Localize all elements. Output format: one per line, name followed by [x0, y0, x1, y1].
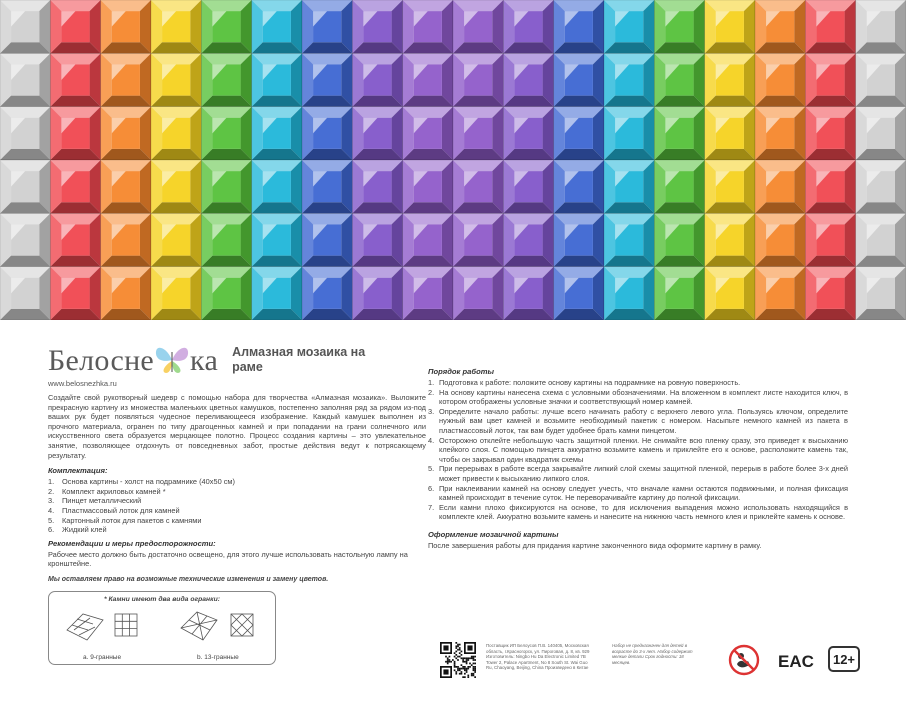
qr-module — [474, 669, 476, 671]
kit-list-item — [48, 477, 426, 487]
kit-item-text: Комплект акриловых камней * — [62, 486, 166, 496]
gem-types-title: * Камни имеют два вида огранки: — [103, 595, 221, 603]
qr-module — [461, 673, 463, 675]
qr-module — [457, 669, 459, 671]
step-number: 5. — [428, 464, 435, 474]
qr-module — [474, 663, 476, 665]
supplier-address: Поставщик ИП Белоусов П.В. 140405, Московская область, г.Красногорск, ул. Пироговая, д. 8, кв. 929 Изготовитель: Ningbo Hu Da Electronic Limited 7B Tower 2, Palace Apartment, No 8 South St. Wai Guo Ru, Chaoyang, Beijing, China Произведено в Китае — [486, 643, 590, 671]
work-step-item — [428, 407, 848, 436]
not-for-children-icon — [728, 644, 760, 676]
work-step-item — [428, 464, 848, 483]
qr-module — [455, 645, 457, 647]
kit-item-number: 1. — [48, 477, 55, 487]
kit-list-item — [48, 516, 426, 526]
work-steps-list — [428, 378, 848, 522]
kit-item-number: 5. — [48, 515, 55, 525]
right-column — [428, 364, 848, 551]
qr-module — [464, 668, 466, 670]
qr-module — [466, 671, 468, 673]
finishing-heading: Оформление мозаичной картины — [428, 529, 559, 539]
qr-module — [471, 657, 473, 659]
nine-facet-caption: a. 9-гранные — [83, 653, 122, 661]
qr-module — [464, 661, 466, 663]
qr-module — [474, 668, 476, 670]
step-number: 7. — [428, 502, 435, 512]
qr-module — [466, 659, 468, 661]
step-text: Осторожно отклейте небольшую часть защитной пленки. Не снимайте всю пленку сразу, это приведет к высыханию клейкого слоя. С помощью пинцета аккуратно возьмите камень и приклейте его к основе, расположите камень так, чтобы он закрывал один квадратик схемы — [439, 435, 848, 464]
qr-module — [462, 676, 464, 678]
kit-list-item — [48, 487, 426, 497]
work-step-item — [428, 484, 848, 503]
disclaimer-text: Мы оставляем право на возможные технические изменения и замену цветов. — [48, 575, 329, 583]
qr-module — [461, 668, 463, 670]
qr-module — [471, 664, 473, 666]
qr-module — [462, 657, 464, 659]
qr-module — [445, 661, 447, 663]
qr-module — [455, 657, 457, 659]
brand-header — [48, 330, 426, 376]
qr-module — [459, 656, 461, 658]
qr-module — [455, 647, 457, 649]
qr-module — [461, 657, 463, 659]
qr-module — [474, 666, 476, 668]
nine-facet-gem-icon — [63, 606, 143, 650]
age-rating-badge: 12+ — [828, 646, 860, 672]
qr-module — [455, 654, 457, 656]
qr-module — [474, 671, 476, 673]
qr-module — [443, 645, 448, 650]
safety-text: Рабочее место должно быть достаточно освещено, для этого лучше использовать настольную лампу на кронштейне. — [48, 549, 408, 569]
work-step-item — [428, 388, 848, 407]
qr-module — [450, 661, 452, 663]
qr-module — [467, 676, 469, 678]
qr-module — [455, 642, 457, 644]
qr-module — [473, 669, 475, 671]
qr-module — [467, 675, 469, 677]
qr-module — [466, 663, 468, 665]
qr-module — [457, 644, 459, 646]
qr-module — [474, 676, 476, 678]
qr-module — [467, 657, 469, 659]
qr-module — [462, 666, 464, 668]
qr-module — [471, 675, 473, 677]
qr-module — [462, 661, 464, 663]
qr-module — [466, 669, 468, 671]
qr-module — [459, 673, 461, 675]
qr-module — [459, 644, 461, 646]
kit-list-item — [48, 525, 426, 535]
qr-module — [473, 673, 475, 675]
step-text: При наклеивании камней на основу следует учесть, что вначале камни остаются подвижными, и полная фиксация камней происходит в течение суток. Не переворачивайте картину до полной фиксации. — [439, 483, 848, 503]
qr-module — [467, 668, 469, 670]
qr-module — [467, 645, 472, 650]
qr-module — [467, 659, 469, 661]
gem-mosaic-graphic — [0, 0, 906, 320]
step-number: 3. — [428, 406, 435, 416]
gem-mosaic-band — [0, 0, 906, 320]
eac-certification-icon — [780, 648, 812, 672]
qr-module — [459, 652, 461, 654]
qr-module — [457, 659, 459, 661]
qr-module — [445, 656, 447, 658]
qr-module — [457, 668, 459, 670]
logo-text-end: ка — [190, 344, 219, 377]
qr-module — [447, 659, 449, 661]
intro-paragraph: Создайте свой рукотворный шедевр с помощью набора для творчества «Алмазная мозаика». Выложите прекрасную картину из множества маленьких цветных камушков, постепенно заполняя ряд за рядом из-под ваших рук будет появляться чудесное переливающееся изображение. Каждый камушек выполнен из прочного материала, огранен по типу драгоценных камней и при попадании на грани солнечного или искусственного света образуется мерцающее полотно. Процесс создания картины – это увлекательное занятие, позволяющее отдохнуть от повседневных забот, простые действия ведут к потрясающему результату. — [48, 393, 426, 460]
qr-module — [459, 647, 461, 649]
qr-module — [469, 666, 471, 668]
qr-module — [461, 654, 463, 656]
thirteen-facet-gem-icon — [175, 606, 265, 650]
qr-module — [449, 659, 451, 661]
qr-module — [447, 661, 449, 663]
qr-module — [454, 656, 456, 658]
step-number: 2. — [428, 387, 435, 397]
qr-module — [462, 659, 464, 661]
qr-module — [449, 661, 451, 663]
instruction-sheet — [0, 320, 906, 724]
website-link[interactable]: www.belosnezhka.ru — [48, 379, 117, 388]
qr-module — [474, 656, 476, 658]
kit-heading: Комплектация: — [48, 466, 108, 476]
qr-module — [473, 663, 475, 665]
work-step-item — [428, 378, 848, 388]
qr-module — [454, 663, 456, 665]
step-number: 4. — [428, 435, 435, 445]
kit-item-number: 3. — [48, 496, 55, 506]
qr-module — [447, 663, 449, 665]
kit-item-text: Картонный лоток для пакетов с камнями — [62, 515, 202, 525]
qr-module — [459, 668, 461, 670]
qr-module — [466, 657, 468, 659]
kit-item-text: Основа картины - холст на подрамнике (40х50 см) — [62, 477, 235, 487]
qr-module — [473, 659, 475, 661]
qr-module — [461, 651, 463, 653]
finishing-text: После завершения работы для придания картине законченного вида оформите картину в рамку. — [428, 540, 762, 550]
qr-module — [457, 645, 459, 647]
product-tagline: Алмазная мозаика на раме — [232, 345, 366, 374]
qr-module — [455, 651, 457, 653]
product-info: Набор не предназначен для детей в возрасте до 3-х лет. Набор содержит мелкие детали Срок годности: 18 месяцев. — [612, 643, 693, 665]
qr-module — [452, 659, 454, 661]
eac-mark-text: EAC — [778, 652, 814, 671]
qr-module — [443, 669, 448, 674]
qr-module — [471, 673, 473, 675]
step-text: При перерывах в работе всегда закрывайте липкий слой схемы защитной пленкой, перерыв в работе более 3-х дней может привести к высыханию липкого слоя. — [439, 464, 848, 483]
qr-module — [454, 664, 456, 666]
qr-module — [459, 649, 461, 651]
step-number: 1. — [428, 378, 435, 387]
qr-code-icon — [440, 642, 476, 678]
qr-module — [461, 671, 463, 673]
kit-list — [48, 477, 426, 535]
qr-module — [469, 657, 471, 659]
gem-types-box — [48, 591, 276, 665]
order-heading: Порядок работы — [428, 367, 494, 376]
step-text: Подготовка к работе: положите основу картины на подрамнике на ровную поверхность. — [439, 378, 741, 387]
qr-module — [457, 649, 459, 651]
kit-item-number: 2. — [48, 486, 55, 496]
qr-module — [464, 673, 466, 675]
thirteen-facet-caption: b. 13-гранные — [197, 653, 239, 661]
qr-module — [473, 666, 475, 668]
qr-module — [454, 666, 456, 668]
qr-module — [455, 671, 457, 673]
qr-module — [474, 659, 476, 661]
kit-item-text: Жидкий клей — [62, 525, 107, 535]
safety-heading: Рекомендации и меры предосторожности: — [48, 538, 216, 548]
qr-module — [464, 666, 466, 668]
qr-module — [449, 656, 451, 658]
qr-module — [464, 669, 466, 671]
kit-list-item — [48, 506, 426, 516]
qr-module — [473, 675, 475, 677]
logo-text-start: Белосне — [48, 344, 155, 377]
qr-module — [447, 657, 449, 659]
kit-item-number: 6. — [48, 525, 55, 535]
qr-module — [473, 656, 475, 658]
kit-item-text: Пинцет металлический — [62, 496, 142, 506]
left-column — [48, 330, 426, 665]
qr-module — [454, 669, 456, 671]
qr-module — [467, 666, 469, 668]
qr-module — [455, 666, 457, 668]
qr-module — [454, 652, 456, 654]
qr-module — [471, 656, 473, 658]
qr-module — [457, 656, 459, 658]
step-text: Определите начало работы: лучше всего начинать работу с верхнего левого угла. Пользуясь ключом, определите нужный вам цвет камней и возьмите необходимый пакетик с номером. Насыпьте немного камней из пакета в пластмассовый лоток, так вам будет удобнее брать камни пинцетом. — [439, 406, 848, 435]
qr-module — [459, 669, 461, 671]
step-number: 6. — [428, 483, 435, 493]
qr-module — [466, 668, 468, 670]
qr-module — [464, 657, 466, 659]
qr-module — [454, 661, 456, 663]
qr-module — [473, 657, 475, 659]
qr-module — [455, 673, 457, 675]
step-text: Если камни плохо фиксируются на основе, то для исключения выпадения можно использовать находящийся в комплекте клей. Аккуратно возьмите камень и нанесите на нижнюю часть немного клея и приклейте камень к основе. — [439, 502, 848, 522]
qr-module — [466, 661, 468, 663]
qr-module — [457, 666, 459, 668]
qr-module — [461, 664, 463, 666]
work-step-item — [428, 436, 848, 465]
kit-list-item — [48, 496, 426, 506]
kit-item-number: 4. — [48, 505, 55, 515]
step-text: На основу картины нанесена схема с условными обозначениями. На вложенном в комплект листе находится ключ, в котором отображены условные значки и соответствующий номер камней. — [439, 387, 848, 407]
butterfly-icon — [152, 342, 192, 376]
brand-logo — [48, 342, 218, 376]
qr-module — [464, 676, 466, 678]
work-step-item — [428, 503, 848, 522]
qr-module — [462, 668, 464, 670]
qr-module — [473, 668, 475, 670]
qr-module — [469, 663, 471, 665]
footer-strip — [440, 642, 880, 682]
kit-item-text: Пластмассовый лоток для камней — [62, 505, 180, 515]
